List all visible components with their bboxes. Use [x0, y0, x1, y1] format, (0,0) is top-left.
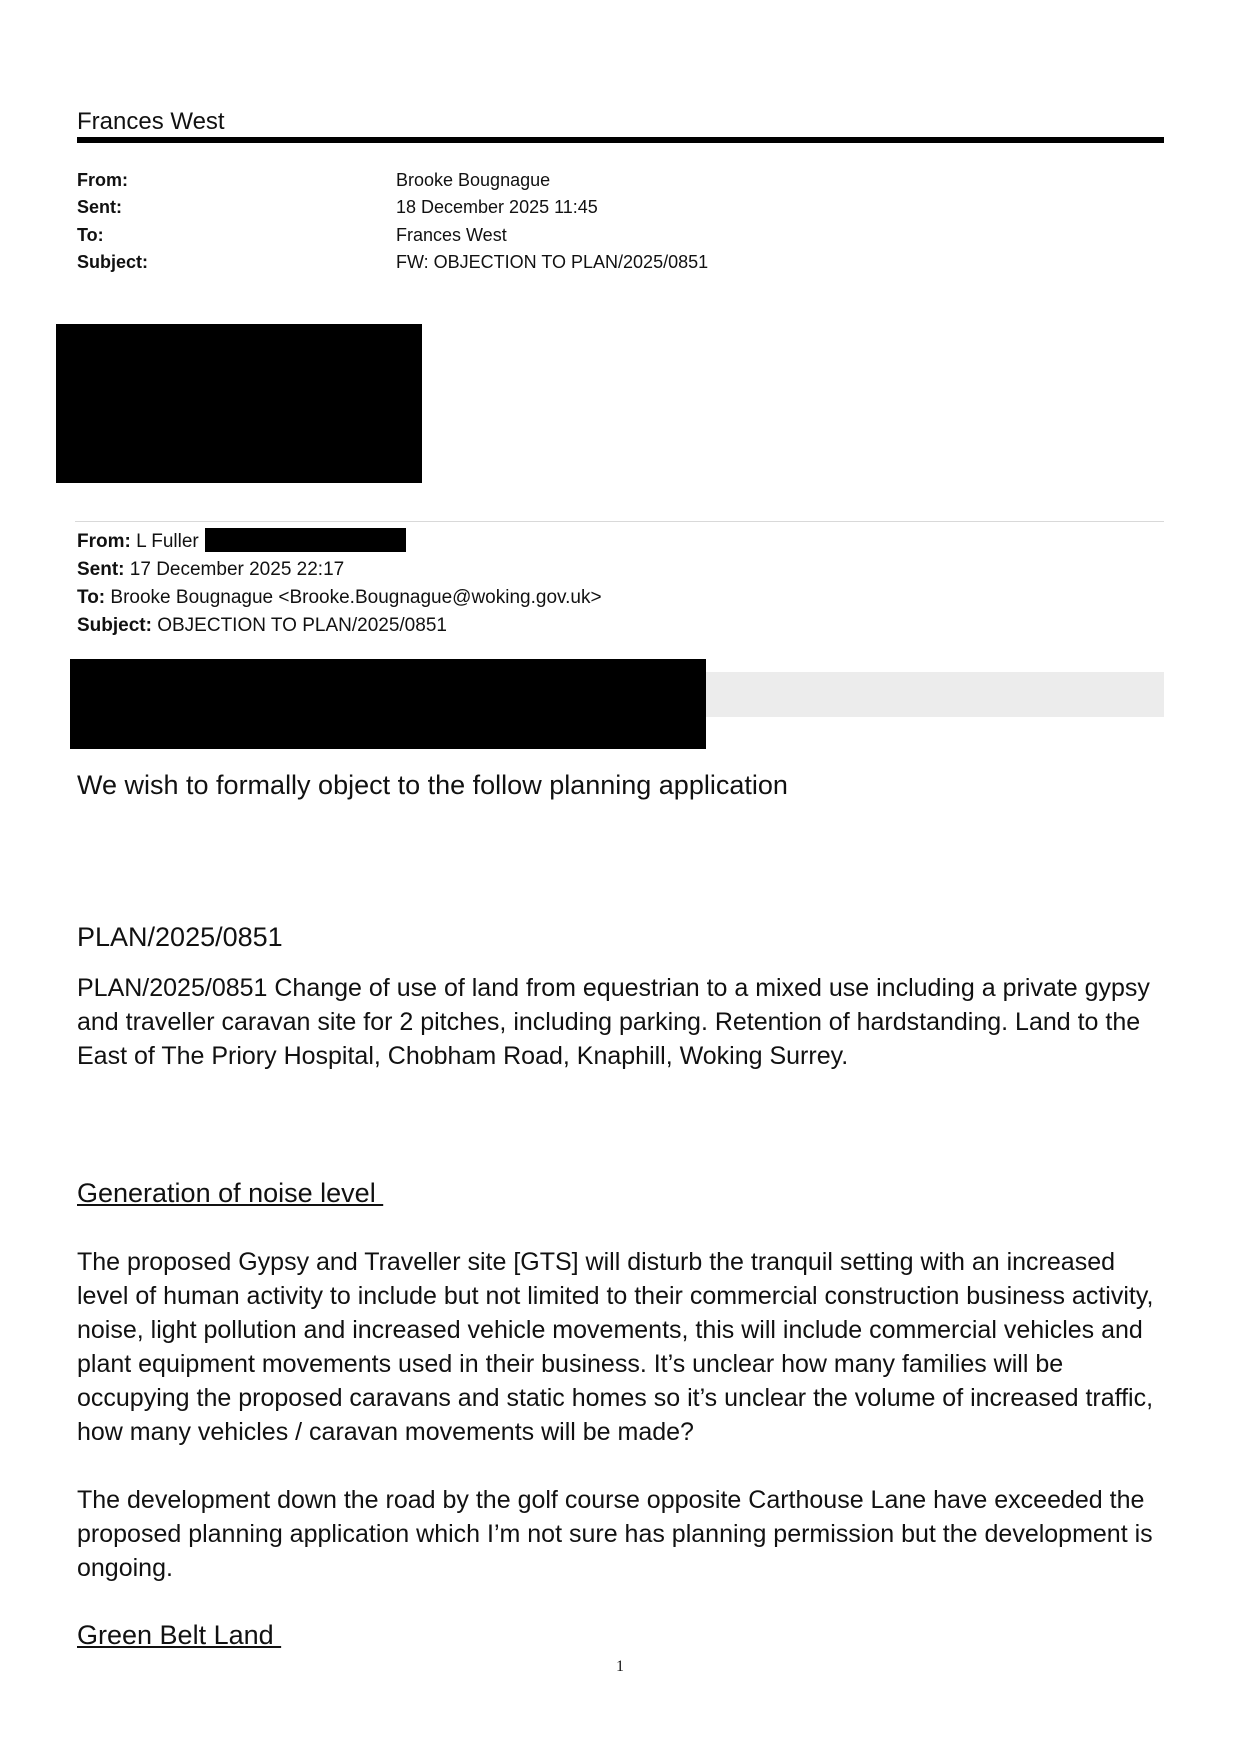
forward-sent-value: 17 December 2025 22:17: [129, 559, 345, 580]
intro-text: We wish to formally object to the follow planning application: [77, 770, 788, 800]
forward-from-label: From:: [77, 531, 131, 552]
header-to-label: To:: [77, 225, 104, 245]
header-sent-label: Sent:: [77, 197, 122, 217]
header-subject-label: Subject:: [77, 252, 149, 272]
header-subject-value: FW: OBJECTION TO PLAN/2025/0851: [396, 252, 709, 272]
plan-description: PLAN/2025/0851 Change of use of land from equestrian to a mixed use including a private gypsy and traveller caravan site for 2 pitches, including parking. Retention of hardstanding. Land to the East of The Priory Hospital, Chobham Road, Knaphill, Woking Surrey.: [77, 974, 1150, 1070]
forward-to-label: To:: [77, 587, 106, 608]
banner-background: [705, 672, 1164, 717]
header-divider: [77, 137, 1164, 143]
header-sent-value: 18 December 2025 11:45: [396, 197, 598, 217]
section-heading-green-belt: Green Belt Land: [77, 1620, 282, 1650]
forward-subject-label: Subject:: [77, 615, 152, 636]
header-from-value: Brooke Bougnague: [396, 170, 551, 190]
page-number: 1: [616, 1658, 624, 1675]
redaction-block: [56, 324, 422, 483]
forward-to-line: [77, 587, 602, 609]
forward-from-value: L Fuller: [136, 531, 199, 552]
mailbox-owner: Frances West: [77, 108, 225, 135]
forward-sent-label: Sent:: [77, 559, 125, 580]
redaction-banner: [70, 659, 706, 749]
header-from-label: From:: [77, 170, 128, 190]
forward-sent-line: [77, 559, 344, 581]
development-paragraph: The development down the road by the golf course opposite Carthouse Lane have exceeded the proposed planning application which I’m not sure has planning permission but the development is ongoing.: [77, 1486, 1153, 1582]
plan-title: PLAN/2025/0851: [77, 922, 283, 952]
forward-divider: [75, 521, 1164, 522]
forward-to-value: Brooke Bougnague <Brooke.Bougnague@woking.gov.uk>: [110, 587, 602, 608]
forward-from-line: [77, 531, 199, 553]
header-to-value: Frances West: [396, 225, 507, 245]
forward-subject-line: [77, 615, 447, 637]
section-heading-noise: Generation of noise level: [77, 1178, 384, 1208]
noise-paragraph: The proposed Gypsy and Traveller site [GTS] will disturb the tranquil setting with an increased level of human activity to include but not limited to their commercial construction business activity, noise, light pollution and increased vehicle movements, this will include commercial vehicles and plant equipment movements used in their business. It’s unclear how many families will be occupying the proposed caravans and static homes so it’s unclear the volume of increased traffic, how many vehicles / caravan movements will be made?: [77, 1248, 1154, 1446]
redaction-email: [205, 528, 406, 552]
forward-subject-value: OBJECTION TO PLAN/2025/0851: [157, 615, 447, 636]
